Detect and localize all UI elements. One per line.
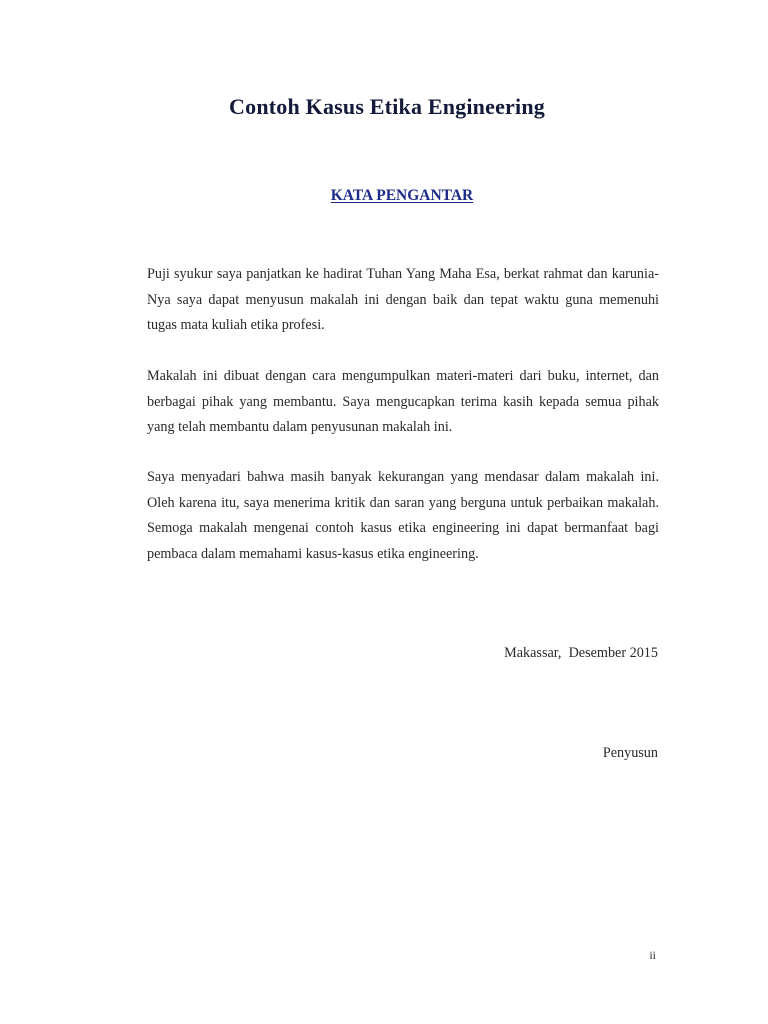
section-heading: KATA PENGANTAR	[330, 187, 474, 204]
document-title: Contoh Kasus Etika Engineering	[229, 94, 545, 119]
paragraph-block-2	[147, 364, 659, 441]
paragraph: Puji syukur saya panjatkan ke hadirat Tuhan Yang Maha Esa, berkat rahmat dan karunia-Nya saya dapat menyusun makalah ini dengan baik dan tepat waktu guna memenuhi tugas mata kuliah etika profesi.	[147, 266, 659, 333]
paragraph: Makalah ini dibuat dengan cara mengumpulkan materi-materi dari buku, internet, dan berbagai pihak yang membantu. Saya mengucapkan terima kasih kepada semua pihak yang telah membantu dalam penyusunan makalah ini.	[147, 368, 659, 435]
place-date: Makassar, Desember 2015	[504, 645, 658, 661]
paragraph-block-1	[147, 262, 659, 339]
paragraph-block-3	[147, 465, 659, 567]
page-number: ii	[649, 948, 656, 962]
paragraph: Saya menyadari bahwa masih banyak kekurangan yang mendasar dalam makalah ini. Oleh karena itu, saya menerima kritik dan saran yang berguna untuk perbaikan makalah. Semoga makalah mengenai contoh kasus etika engineering ini dapat bermanfaat bagi pembaca dalam memahami kasus-kasus etika engineering.	[147, 469, 659, 562]
author-signature: Penyusun	[602, 745, 658, 761]
